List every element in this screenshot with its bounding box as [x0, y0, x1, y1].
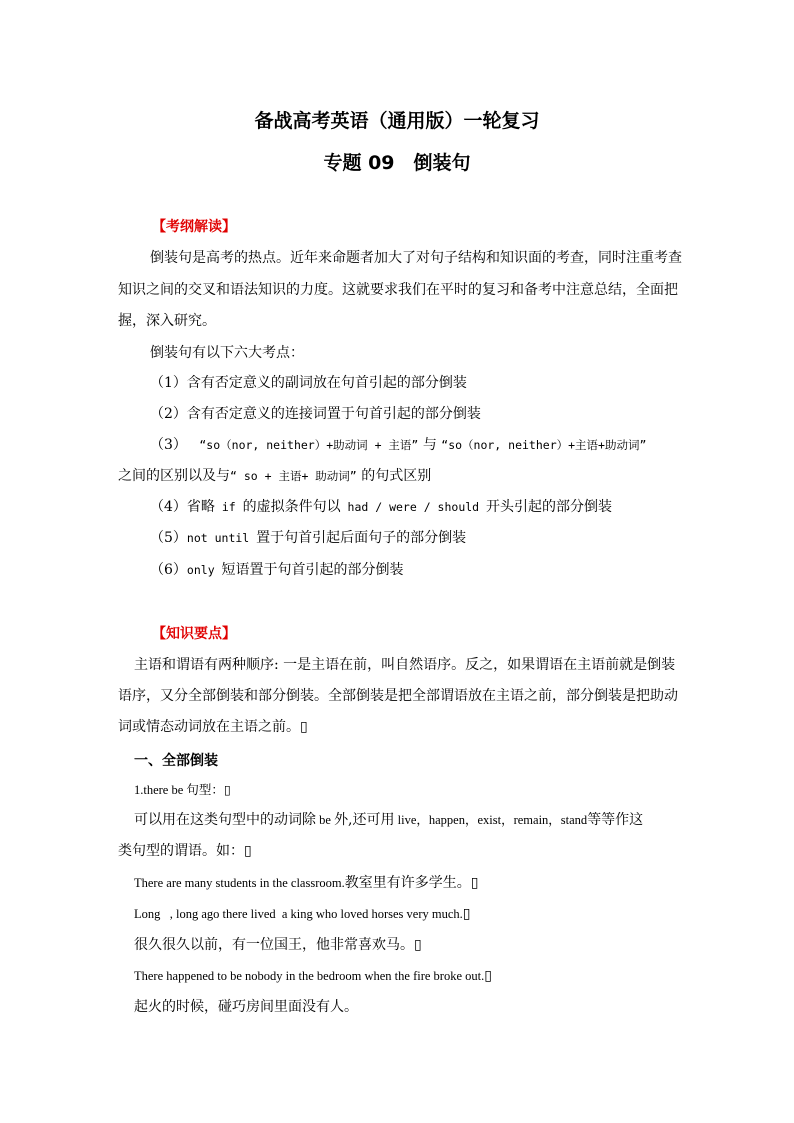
point-5-post: 置于句首引起后面句子的部分倒装	[256, 530, 467, 546]
placeholder-glyph: ▯	[300, 719, 308, 735]
point-4-words: had / were / should	[340, 500, 487, 514]
section-outline-heading: 【考纲解读】	[152, 219, 236, 235]
point-3-line-1	[150, 436, 646, 454]
example-3-chinese: 起火的时候，碰巧房间里面没有人。	[134, 999, 358, 1015]
point-1: （1）含有否定意义的副词放在句首引起的部分倒装	[150, 375, 467, 391]
item-1-desc-line-1	[134, 811, 643, 829]
example-2-english-line	[134, 905, 470, 923]
point-6-code: only	[186, 563, 222, 577]
example-3-english-line	[134, 967, 492, 985]
outline-line-2: 知识之间的交叉和语法知识的力度。这就要求我们在平时的复习和备考中注意总结，全面把	[118, 282, 678, 298]
outline-line-1: 倒装句是高考的热点。近年来命题者加大了对句子结构和知识面的考查，同时注重考查	[150, 250, 682, 266]
item-1-desc-a: 可以用在这类句型中的动词除	[134, 812, 316, 828]
point-4-post: 开头引起的部分倒装	[486, 499, 613, 515]
point-3-pattern-b: “so（nor, neither）+主语+助动词”	[441, 438, 647, 452]
point-6-post: 短语置于句首引起的部分倒装	[221, 562, 404, 578]
point-3-pattern-c: “ so + 主语+ 助动词”	[230, 469, 357, 483]
knowledge-line-3	[118, 718, 308, 736]
knowledge-line-3-text: 词或情态动词放在主语之前。	[118, 719, 300, 735]
example-1-chinese: 教室里有许多学生。	[344, 875, 471, 891]
item-1-desc-b: be	[316, 813, 335, 827]
point-6	[150, 561, 404, 579]
example-3-english: There happened to be nobody in the bedroom when the fire broke out.	[134, 969, 485, 983]
placeholder-glyph: ▯	[223, 783, 231, 797]
point-2: （2）含有否定意义的连接词置于句首引起的部分倒装	[150, 406, 481, 422]
item-1-desc-e: 等等作这	[587, 812, 644, 828]
point-3-number: （3）	[150, 437, 187, 453]
placeholder-glyph: ▯	[484, 968, 492, 984]
example-1	[134, 874, 478, 892]
placeholder-glyph: ▯	[244, 843, 252, 859]
point-4-mid: 的虚拟条件句以	[242, 499, 341, 515]
point-4-pre: （4）省略	[150, 499, 215, 515]
item-1-desc-l2: 类句型的谓语。如：	[118, 843, 244, 859]
item-1-title	[134, 781, 231, 799]
point-3-line-2	[118, 467, 431, 485]
point-3-pre: 之间的区别以及与	[118, 468, 230, 484]
example-3-chinese-line	[134, 998, 358, 1016]
point-6-pre: （6）	[150, 562, 187, 578]
placeholder-glyph: ▯	[414, 937, 422, 953]
point-5-code: not until	[186, 531, 257, 545]
knowledge-line-2: 语序，又分全部倒装和部分倒装。全部倒装是把全部谓语放在主语之前，部分倒装是把助动	[118, 688, 678, 704]
knowledge-line-1: 主语和谓语有两种顺序: 一是主语在前，叫自然语序。反之，如果谓语在主语前就是倒装	[134, 657, 676, 673]
point-4-if: if	[214, 500, 243, 514]
example-2-chinese-line	[134, 936, 422, 954]
outline-line-3: 握，深入研究。	[118, 313, 216, 329]
item-1-desc-line-2	[118, 842, 252, 860]
heading-full-inversion: 一、全部倒装	[134, 753, 218, 769]
example-1-english: There are many students in the classroom.	[134, 876, 345, 890]
point-3-connector: 与	[422, 437, 437, 453]
point-3-pattern-a: “so（nor, neither）+助动词 + 主语”	[199, 438, 419, 452]
document-title: 备战高考英语（通用版）一轮复习	[254, 110, 540, 132]
item-1-desc-d: live，happen，exist，remain，stand	[394, 813, 588, 827]
outline-line-4: 倒装句有以下六大考点：	[150, 345, 304, 361]
example-2-chinese: 很久很久以前，有一位国王，他非常喜欢马。	[134, 937, 414, 953]
item-1-label: 1.there be 句型：	[134, 783, 224, 797]
point-3-post: 的句式区别	[356, 468, 432, 484]
point-5	[150, 529, 466, 547]
item-1-desc-c: 外,还可用	[334, 812, 395, 828]
example-2-english: Long , long ago there lived a king who loved horses very much.	[134, 907, 463, 921]
placeholder-glyph: ▯	[470, 875, 479, 891]
placeholder-glyph: ▯	[462, 906, 471, 922]
point-5-pre: （5）	[150, 530, 187, 546]
section-knowledge-heading: 【知识要点】	[152, 626, 236, 642]
point-4	[150, 498, 612, 516]
document-subtitle: 专题 09 倒装句	[323, 152, 471, 174]
